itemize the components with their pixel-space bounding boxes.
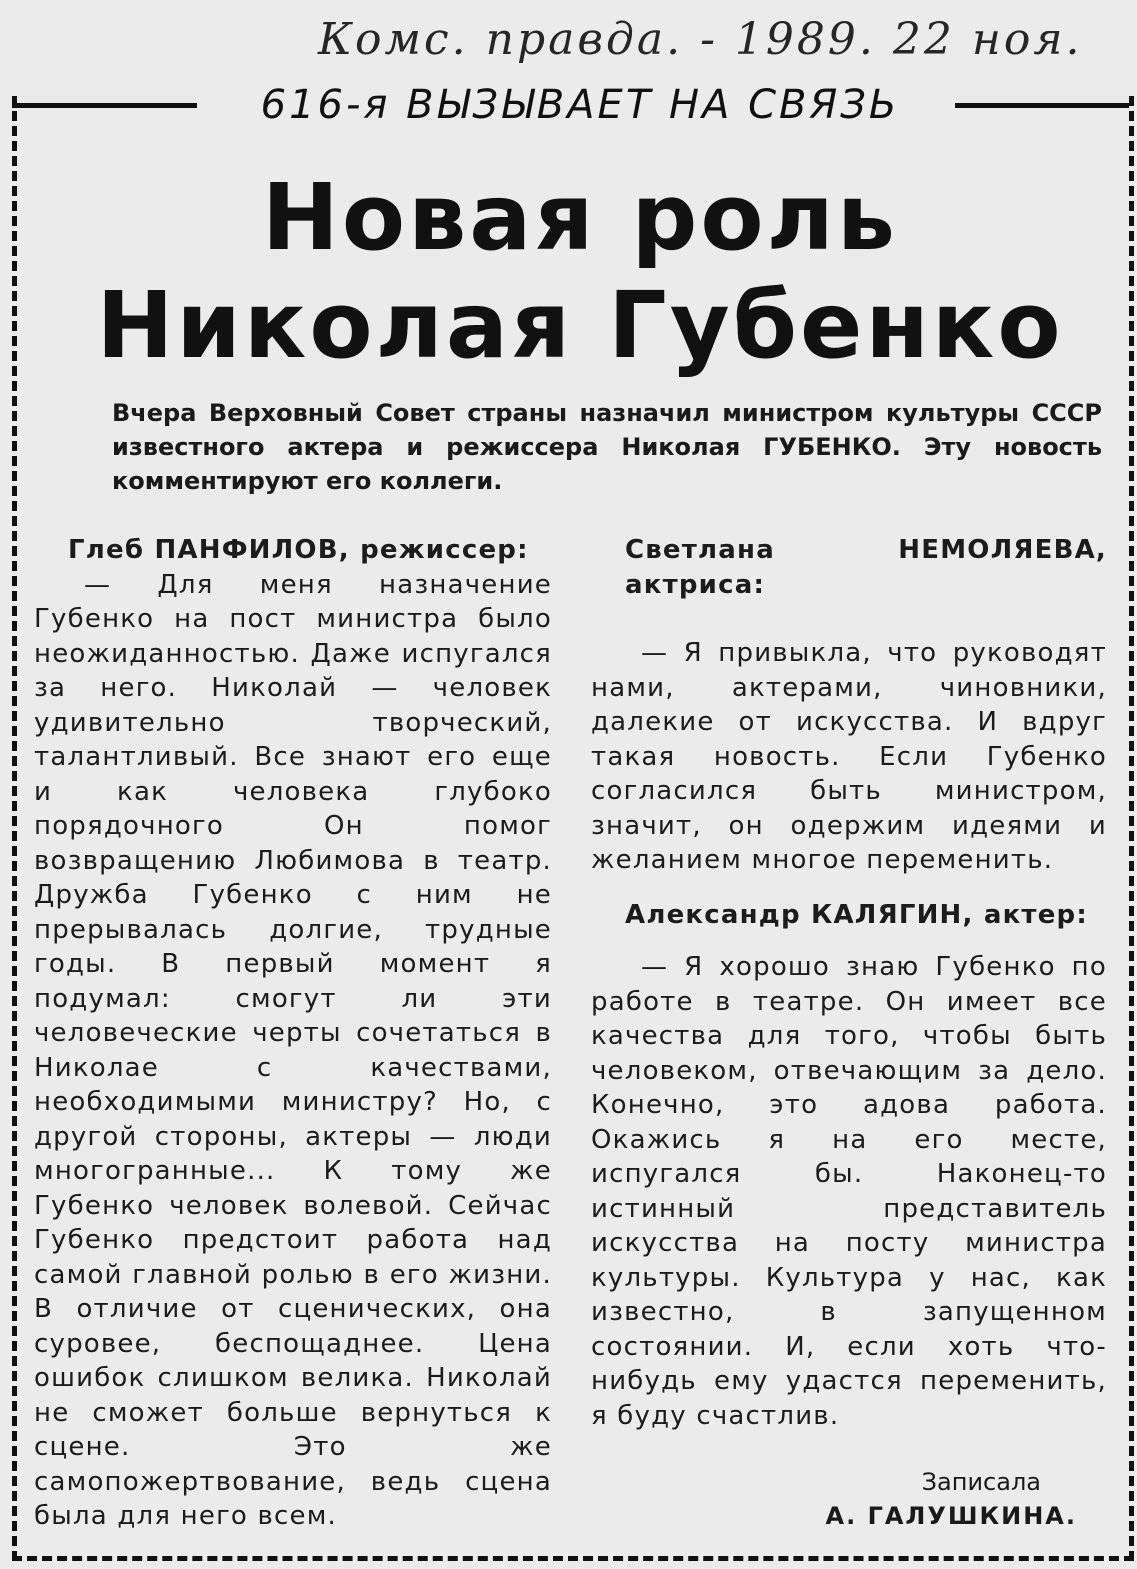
signoff-author: А. ГАЛУШКИНА.: [825, 1502, 1077, 1530]
speaker-panfilov: Глеб ПАНФИЛОВ, режиссер:: [68, 535, 529, 565]
lead-paragraph: [72, 396, 1102, 498]
spacer: [591, 932, 1107, 950]
right-column: [591, 533, 1107, 1433]
speaker-nemolyaeva: Светлана НЕМОЛЯЕВА, актриса:: [625, 535, 1107, 600]
comment-nemolyaeva: — Я привыкла, что руководят нами, актерами, чиновники, далекие от искусства. И вдруг такая новость. Если Губенко согласился быть министром, значит, он одержим идеями и желанием многое переменить.: [591, 638, 1107, 875]
signoff-label: Записала: [921, 1468, 1041, 1496]
speaker-kalyagin: Александр КАЛЯГИН, актер:: [625, 899, 1088, 930]
rubric-rule-right: [955, 103, 1129, 108]
handwritten-source-note: Комс. правда. - 1989. 22 ноя.: [318, 14, 1083, 65]
signoff: [826, 1465, 1077, 1533]
comment-kalyagin: — Я хорошо знаю Губенко по работе в театре. Он имеет все качества для того, чтобы быть человеком, отвечающим за дело. Конечно, это адова работа. Окажись я на его месте, испугался бы. Наконец-то истинный представитель искусства на посту министра культуры. Культура у нас, как известно, в запущенном состоянии. И, если хоть что-нибудь ему удастся переменить, я буду счастлив.: [591, 952, 1107, 1431]
spacer: [591, 878, 1107, 898]
lead-text: Вчера Верховный Совет страны назначил министром культуры СССР известного актера и режиссера Николая ГУБЕНКО. Эту новость комментируют его коллеги.: [112, 399, 1102, 495]
spacer: [591, 602, 1107, 636]
rubric-rule-left: [12, 103, 197, 108]
comment-panfilov: — Для меня назначение Губенко на пост министра было неожиданностью. Даже испугался за него. Николай — человек удивительно творческий, талантливый. Все знают его еще и как человека глубоко порядочного Он помог возвращению Любимова в театр. Дружба Губенко с ним не прерывалась долгие, трудные годы. В первый момент я подумал: смогут ли эти человеческие черты сочетаться в Николае с качествами, необходимыми министру? Но, с другой стороны, актеры — люди многогранные... К тому же Губенко человек волевой. Сейчас Губенко предстоит работа над самой главной ролью в его жизни. В отличие от сценических, она суровее, беспощаднее. Цена ошибок слишком велика. Николай не сможет больше вернуться к сцене. Это же самопожертвование, ведь сцена была для него всем.: [34, 569, 552, 1531]
rubric-title: 616-я ВЫЗЫВАЕТ НА СВЯЗЬ: [260, 82, 900, 128]
headline-line-2: Николая Губенко: [96, 272, 1064, 379]
headline-line-1: Новая роль: [261, 164, 899, 271]
left-column: [34, 533, 552, 1534]
